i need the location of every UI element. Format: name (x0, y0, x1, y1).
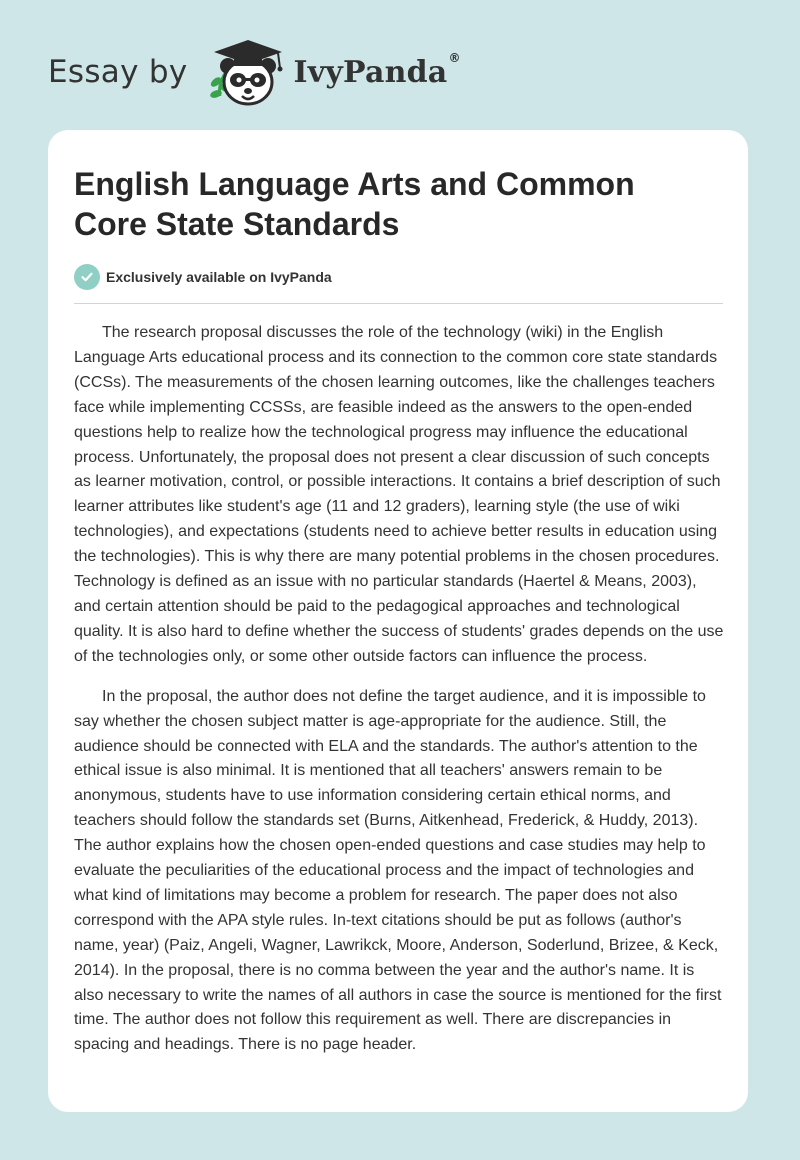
exclusive-text: Exclusively available on IvyPanda (106, 269, 332, 285)
essay-title: English Language Arts and Common Core State Standards (74, 166, 635, 242)
essay-body (74, 321, 726, 1073)
registered-mark: ® (448, 50, 461, 65)
panda-graduate-icon (204, 36, 290, 108)
divider (74, 303, 723, 304)
check-circle-icon (74, 264, 100, 290)
essay-card (48, 130, 748, 1112)
brand-name-text: IvyPanda (293, 54, 448, 90)
brand-header (48, 36, 461, 108)
brand-prefix: Essay by (48, 54, 188, 90)
brand-name[interactable] (293, 50, 461, 90)
exclusive-badge (74, 264, 332, 290)
paragraph-2: In the proposal, the author does not define the target audience, and it is impossible to say whether the chosen subject matter is age-appropriate for the audience. Still, the audience should be connected with ELA and the standards. The author's attention to the ethical issue is also minimal. It is mentioned that all teachers' answers remain to be anonymous, students have to use information considering certain ethical norms, and teachers should follow the standards set (Burns, Aitkenhead, Frederick, & Huddy, 2013). The author explains how the chosen open-ended questions and case studies may help to evaluate the peculiarities of the educational process and the impact of technologies and what kind of limitations may become a problem for research. The paper does not also correspond with the APA style rules. In-text citations should be put as follows (author's name, year) (Paiz, Angeli, Wagner, Lawrikck, Moore, Anderson, Soderlund, Brizee, & Keck, 2014). In the proposal, there is no comma between the year and the author's name. It is also necessary to write the names of all authors in case the source is mentioned for the first time. The author does not follow this requirement as well. There are discrepancies in spacing and headings. There is no page header. (74, 687, 722, 1054)
paragraph-1: The research proposal discusses the role of the technology (wiki) in the English Language Arts educational process and its connection to the common core state standards (CCSs). The measurements of the chosen learning outcomes, like the challenges teachers face while implementing CCSSs, are feasible indeed as the answers to the open-ended questions help to realize how the technological progress may influence the educational process. Unfortunately, the proposal does not present a clear discussion of such concepts as learner motivation, control, or possible interactions. It contains a brief description of such learner attributes like student's age (11 and 12 graders), learning style (the use of wiki technologies), and expectations (students need to achieve better results in education using the technologies). This is why there are many potential problems in the chosen procedures. Technology is defined as an issue with no particular standards (Haertel & Means, 2003), and certain attention should be paid to the pedagogical approaches and technological quality. It is also hard to define whether the success of students' grades depends on the use of the technologies only, or some other outside factors can influence the process. (74, 324, 724, 665)
